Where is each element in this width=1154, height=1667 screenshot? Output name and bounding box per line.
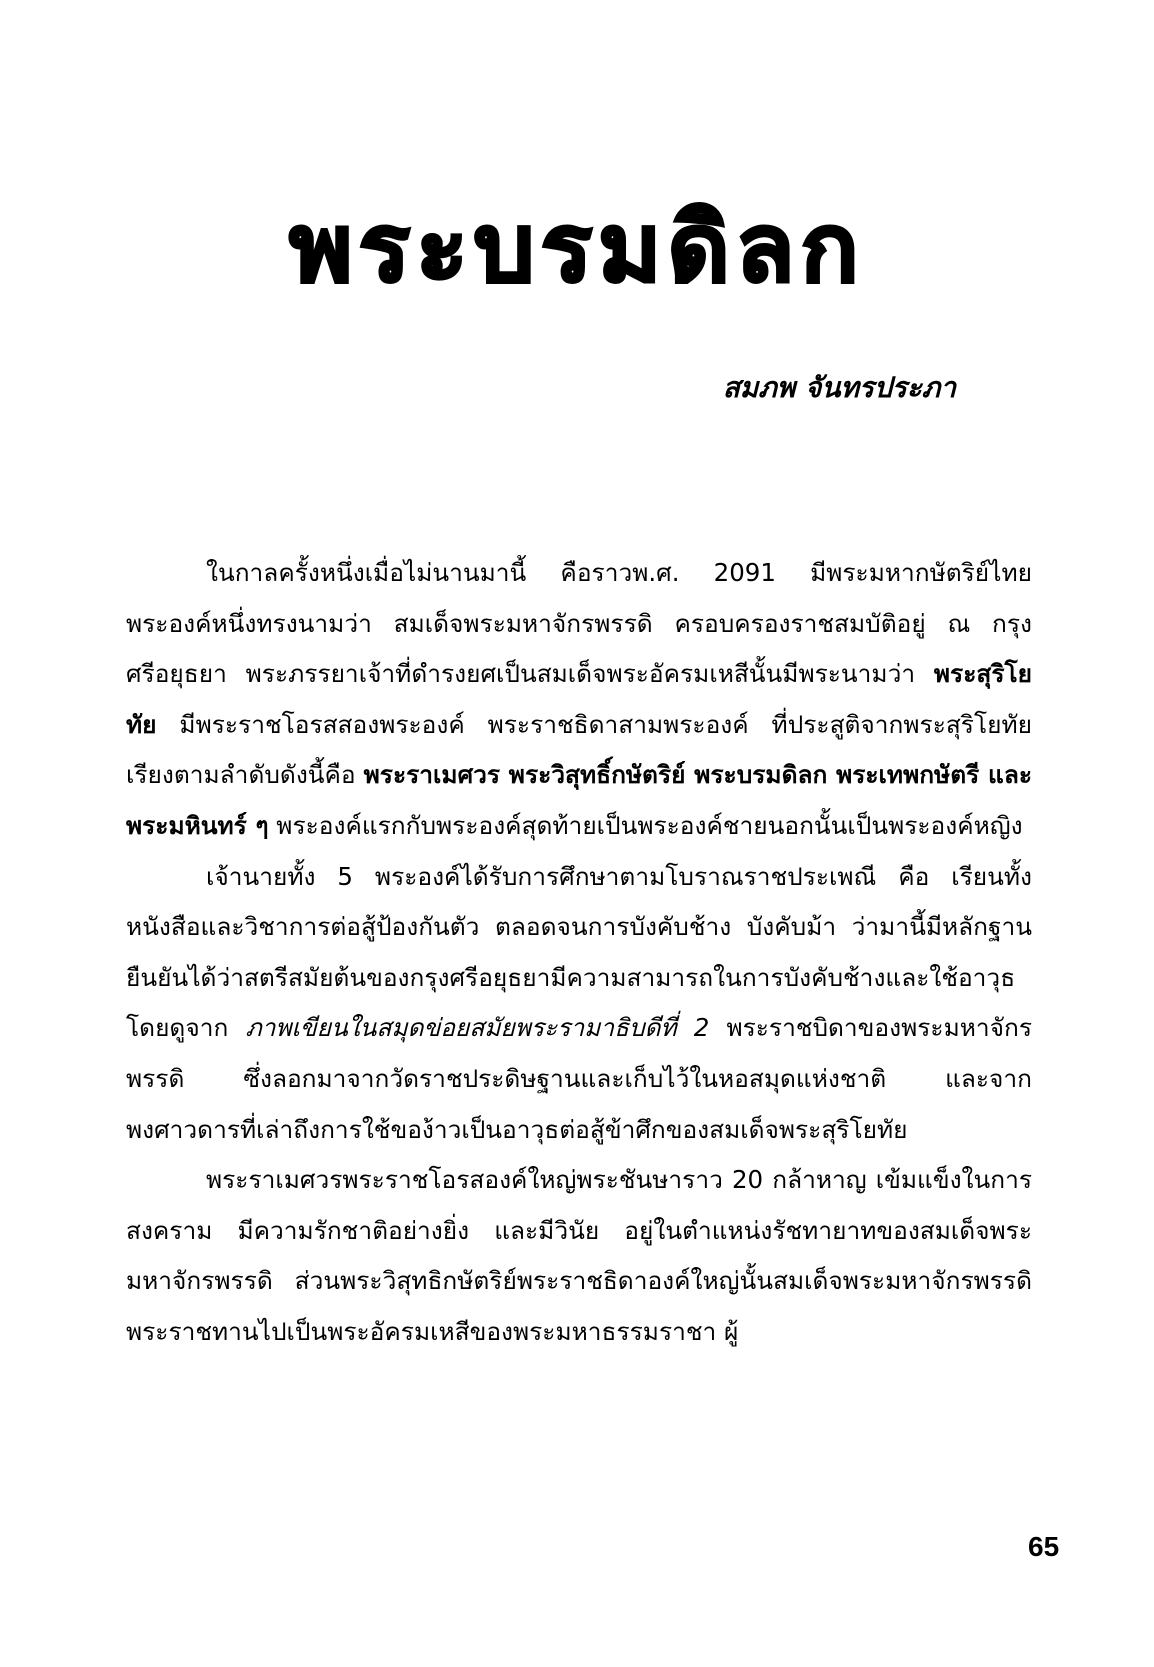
paragraph-1-text-2: มีพระราชโอรสสองพระองค์ พระราชธิดาสามพระองค์ ที่ประสูติจากพระสุริโยทัย เรียงตามลำดับดังนี้คือ: [126, 709, 1032, 790]
paragraph-2-italic-1: ภาพเขียนในสมุดข่อยสมัยพระรามาธิบดีที่ 2: [245, 1013, 710, 1043]
author-name: สมภพ จันทรประภา: [722, 371, 956, 404]
paragraph-1-bold-2: พระราเมศวร พระวิสุทธิ์กษัตริย์ พระบรมดิลก พระเทพกษัตรี และพระมหินทร์ ๆ: [126, 760, 1033, 840]
paragraph-2-text-1: เจ้านายทั้ง 5 พระองค์ได้รับการศึกษาตามโบราณราชประเพณี คือ เรียนทั้งหนังสือและวิชาการต่อสู้ป้องกันตัว ตลอดจนการบังคับช้าง บังคับม้า ว่ามานี้มีหลักฐานยืนยันได้ว่าสตรีสมัยต้นของกรุงศรีอยุธยามีความสามารถในการบังคับช้างและใช้อาวุธ โดยดูจาก: [126, 861, 1032, 1043]
page-title: พระบรมดิลก: [289, 193, 865, 303]
paragraph-2: [126, 852, 1032, 1156]
paragraph-3-text-1: พระราเมศวรพระราชโอรสองค์ใหญ่พระชันษาราว 20 กล้าหาญ เข้มแข็งในการสงคราม มีความรักชาติอย่างยิ่ง และมีวินัย อยู่ในตำแหน่งรัชทายาทของสมเด็จพระมหาจักรพรรดิ ส่วนพระวิสุทธิกษัตริย์พระราชธิดาองค์ใหญ่นั้นสมเด็จพระมหาจักรพรรดิพระราชทานไปเป็นพระอัครมเหสีของพระมหาธรรมราชา ผู้: [126, 1165, 1032, 1346]
paragraph-1-text-1: ในกาลครั้งหนึ่งเมื่อไม่นานมานี้ คือราวพ.ศ. 2091 มีพระมหากษัตริย์ไทย พระองค์หนึ่งทรงนามว่า สมเด็จพระมหาจักรพรรดิ ครอบครองราชสมบัติอยู่ ณ กรุงศรีอยุธยา พระภรรยาเจ้าที่ดำรงยศเป็นสมเด็จพระอัครมเหสีนั้นมีพระนามว่า: [126, 558, 1032, 689]
page-number: 65: [1028, 1531, 1060, 1562]
paragraph-1-text-3: พระองค์แรกกับพระองค์สุดท้ายเป็นพระองค์ชายนอกนั้นเป็นพระองค์หญิง: [268, 810, 1023, 840]
body-text: [126, 548, 1032, 1358]
paragraph-2-text-2: พระราชบิดาของพระมหาจักรพรรดิ ซึ่งลอกมาจากวัดราชประดิษฐานและเก็บไว้ในหอสมุดแห่งชาติ และจากพงศาวดารที่เล่าถึงการใช้ของ้าวเป็นอาวุธต่อสู้ข้าศึกของสมเด็จพระสุริโยทัย: [126, 1013, 1032, 1144]
paragraph-1-bold-1: พระสุริโยทัย: [126, 659, 1032, 739]
paragraph-3: [126, 1155, 1032, 1357]
paragraph-1: [126, 548, 1032, 852]
